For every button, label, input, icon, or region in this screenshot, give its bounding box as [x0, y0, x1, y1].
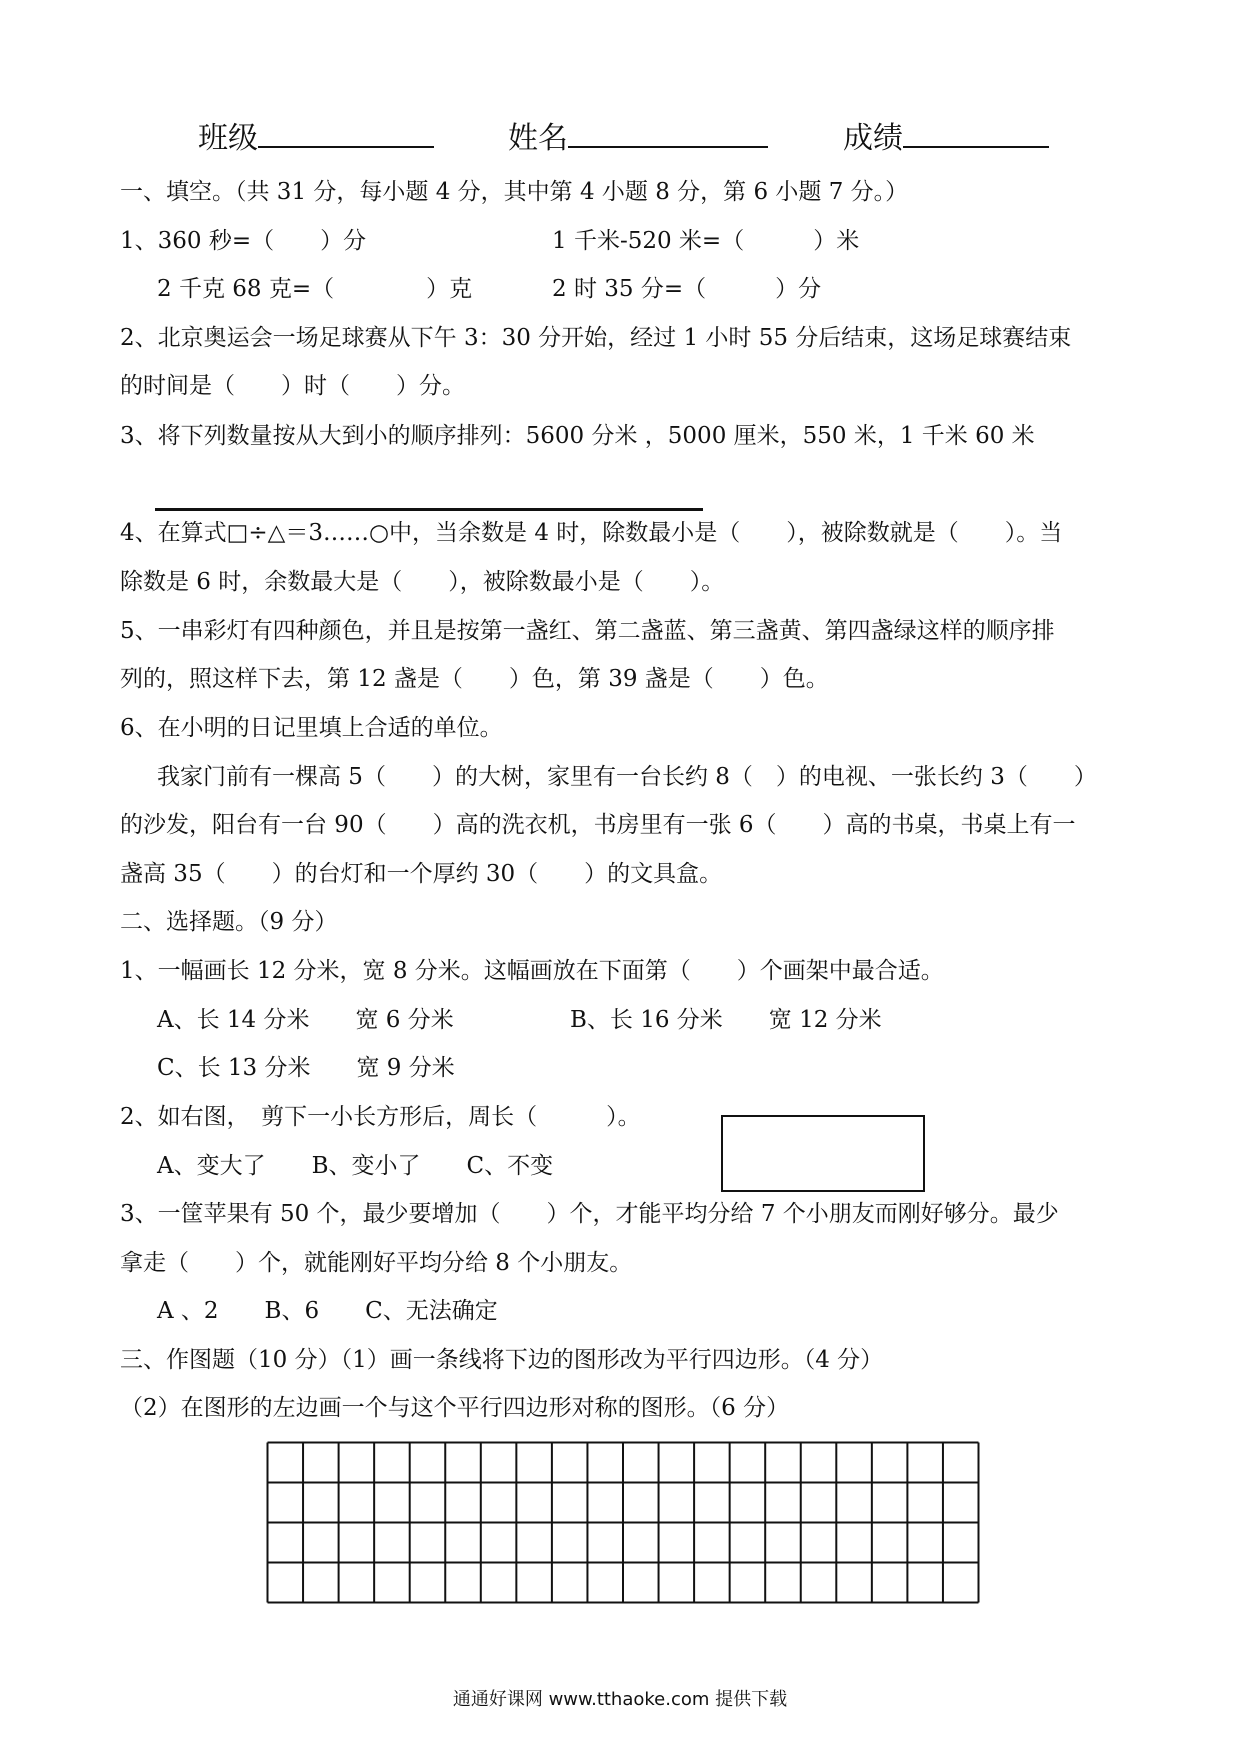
drawing-grid[interactable] [266, 1441, 980, 1604]
q1-3-text: 2 千克 68 克=（ ）克 [157, 276, 473, 302]
name-blank[interactable] [568, 116, 768, 148]
mc1-option-a: A、长 14 分米 宽 6 分米 [157, 1007, 454, 1033]
mc1-option-c: C、长 13 分米 宽 9 分米 [157, 1055, 455, 1081]
class-blank[interactable] [258, 116, 434, 148]
q2-text-line1: 2、北京奥运会一场足球赛从下午 3：30 分开始，经过 1 小时 55 分后结束，这场足球赛结束 [120, 325, 1072, 351]
mc2-options: A、变大了 B、变小了 C、不变 [157, 1153, 554, 1179]
score-blank[interactable] [903, 116, 1049, 148]
q4-text-line1: 4、在算式□÷△＝3……○中，当余数是 4 时，除数最小是（ ），被除数就是（ ）。当 [120, 520, 1063, 546]
q6-diary-line2: 的沙发，阳台有一台 90（ ）高的洗衣机，书房里有一张 6（ ）高的书桌，书桌上有一 [120, 812, 1076, 838]
mc2-text: 2、如右图， 剪下一小长方形后，周长（ ）。 [120, 1104, 641, 1130]
class-field [198, 116, 434, 159]
q1-4-text: 2 时 35 分=（ ）分 [552, 276, 822, 302]
section-1-heading: 一、填空。（共 31 分，每小题 4 分，其中第 4 小题 8 分，第 6 小题 7 分。） [120, 179, 909, 205]
mc1-text: 1、一幅画长 12 分米，宽 8 分米。这幅画放在下面第（ ）个画架中最合适。 [120, 958, 944, 984]
mc3-text-line2: 拿走（ ）个，就能刚好平均分给 8 个小朋友。 [120, 1250, 633, 1276]
q6-diary-line1: 我家门前有一棵高 5（ ）的大树，家里有一台长约 8（ ）的电视、一张长约 3（ ） [157, 764, 1097, 790]
q2-text-line2: 的时间是（ ）时（ ）分。 [120, 373, 465, 399]
name-label: 姓名 [508, 121, 568, 156]
footer-credit: 通通好课网 www.tthaoke.com 提供下载 [452, 1689, 788, 1710]
q3-text: 3、将下列数量按从大到小的顺序排列：5600 分米 ，5000 厘米，550 米，1 千米 60 米 [120, 423, 1035, 449]
q5-text-line2: 列的，照这样下去，第 12 盏是（ ）色，第 39 盏是（ ）色。 [120, 666, 829, 692]
section-3-subtask: （2）在图形的左边画一个与这个平行四边形对称的图形。（6 分） [120, 1395, 790, 1421]
rectangle-figure [721, 1115, 925, 1192]
q6-text: 6、在小明的日记里填上合适的单位。 [120, 715, 503, 741]
section-3-heading: 三、作图题（10 分）（1）画一条线将下边的图形改为平行四边形。（4 分） [120, 1347, 884, 1373]
mc1-option-b: B、长 16 分米 宽 12 分米 [570, 1007, 882, 1033]
score-field [843, 116, 1049, 159]
name-field [508, 116, 768, 159]
q1-2-text: 1 千米-520 米=（ ）米 [552, 228, 860, 254]
q6-diary-line3: 盏高 35（ ）的台灯和一个厚约 30（ ）的文具盒。 [120, 861, 723, 887]
q3-answer-line[interactable] [155, 508, 703, 511]
section-2-heading: 二、选择题。（9 分） [120, 909, 338, 935]
q5-text-line1: 5、一串彩灯有四种颜色，并且是按第一盏红、第二盏蓝、第三盏黄、第四盏绿这样的顺序排 [120, 618, 1055, 644]
score-label: 成绩 [843, 121, 903, 156]
mc3-text-line1: 3、一筐苹果有 50 个，最少要增加（ ）个，才能平均分给 7 个小朋友而刚好够分。最少 [120, 1201, 1059, 1227]
q4-text-line2: 除数是 6 时，余数最大是（ ），被除数最小是（ ）。 [120, 569, 725, 595]
class-label: 班级 [198, 121, 258, 156]
mc3-options: A 、2 B、6 C、无法确定 [157, 1298, 498, 1324]
q1-1-text: 1、360 秒=（ ）分 [120, 228, 367, 254]
